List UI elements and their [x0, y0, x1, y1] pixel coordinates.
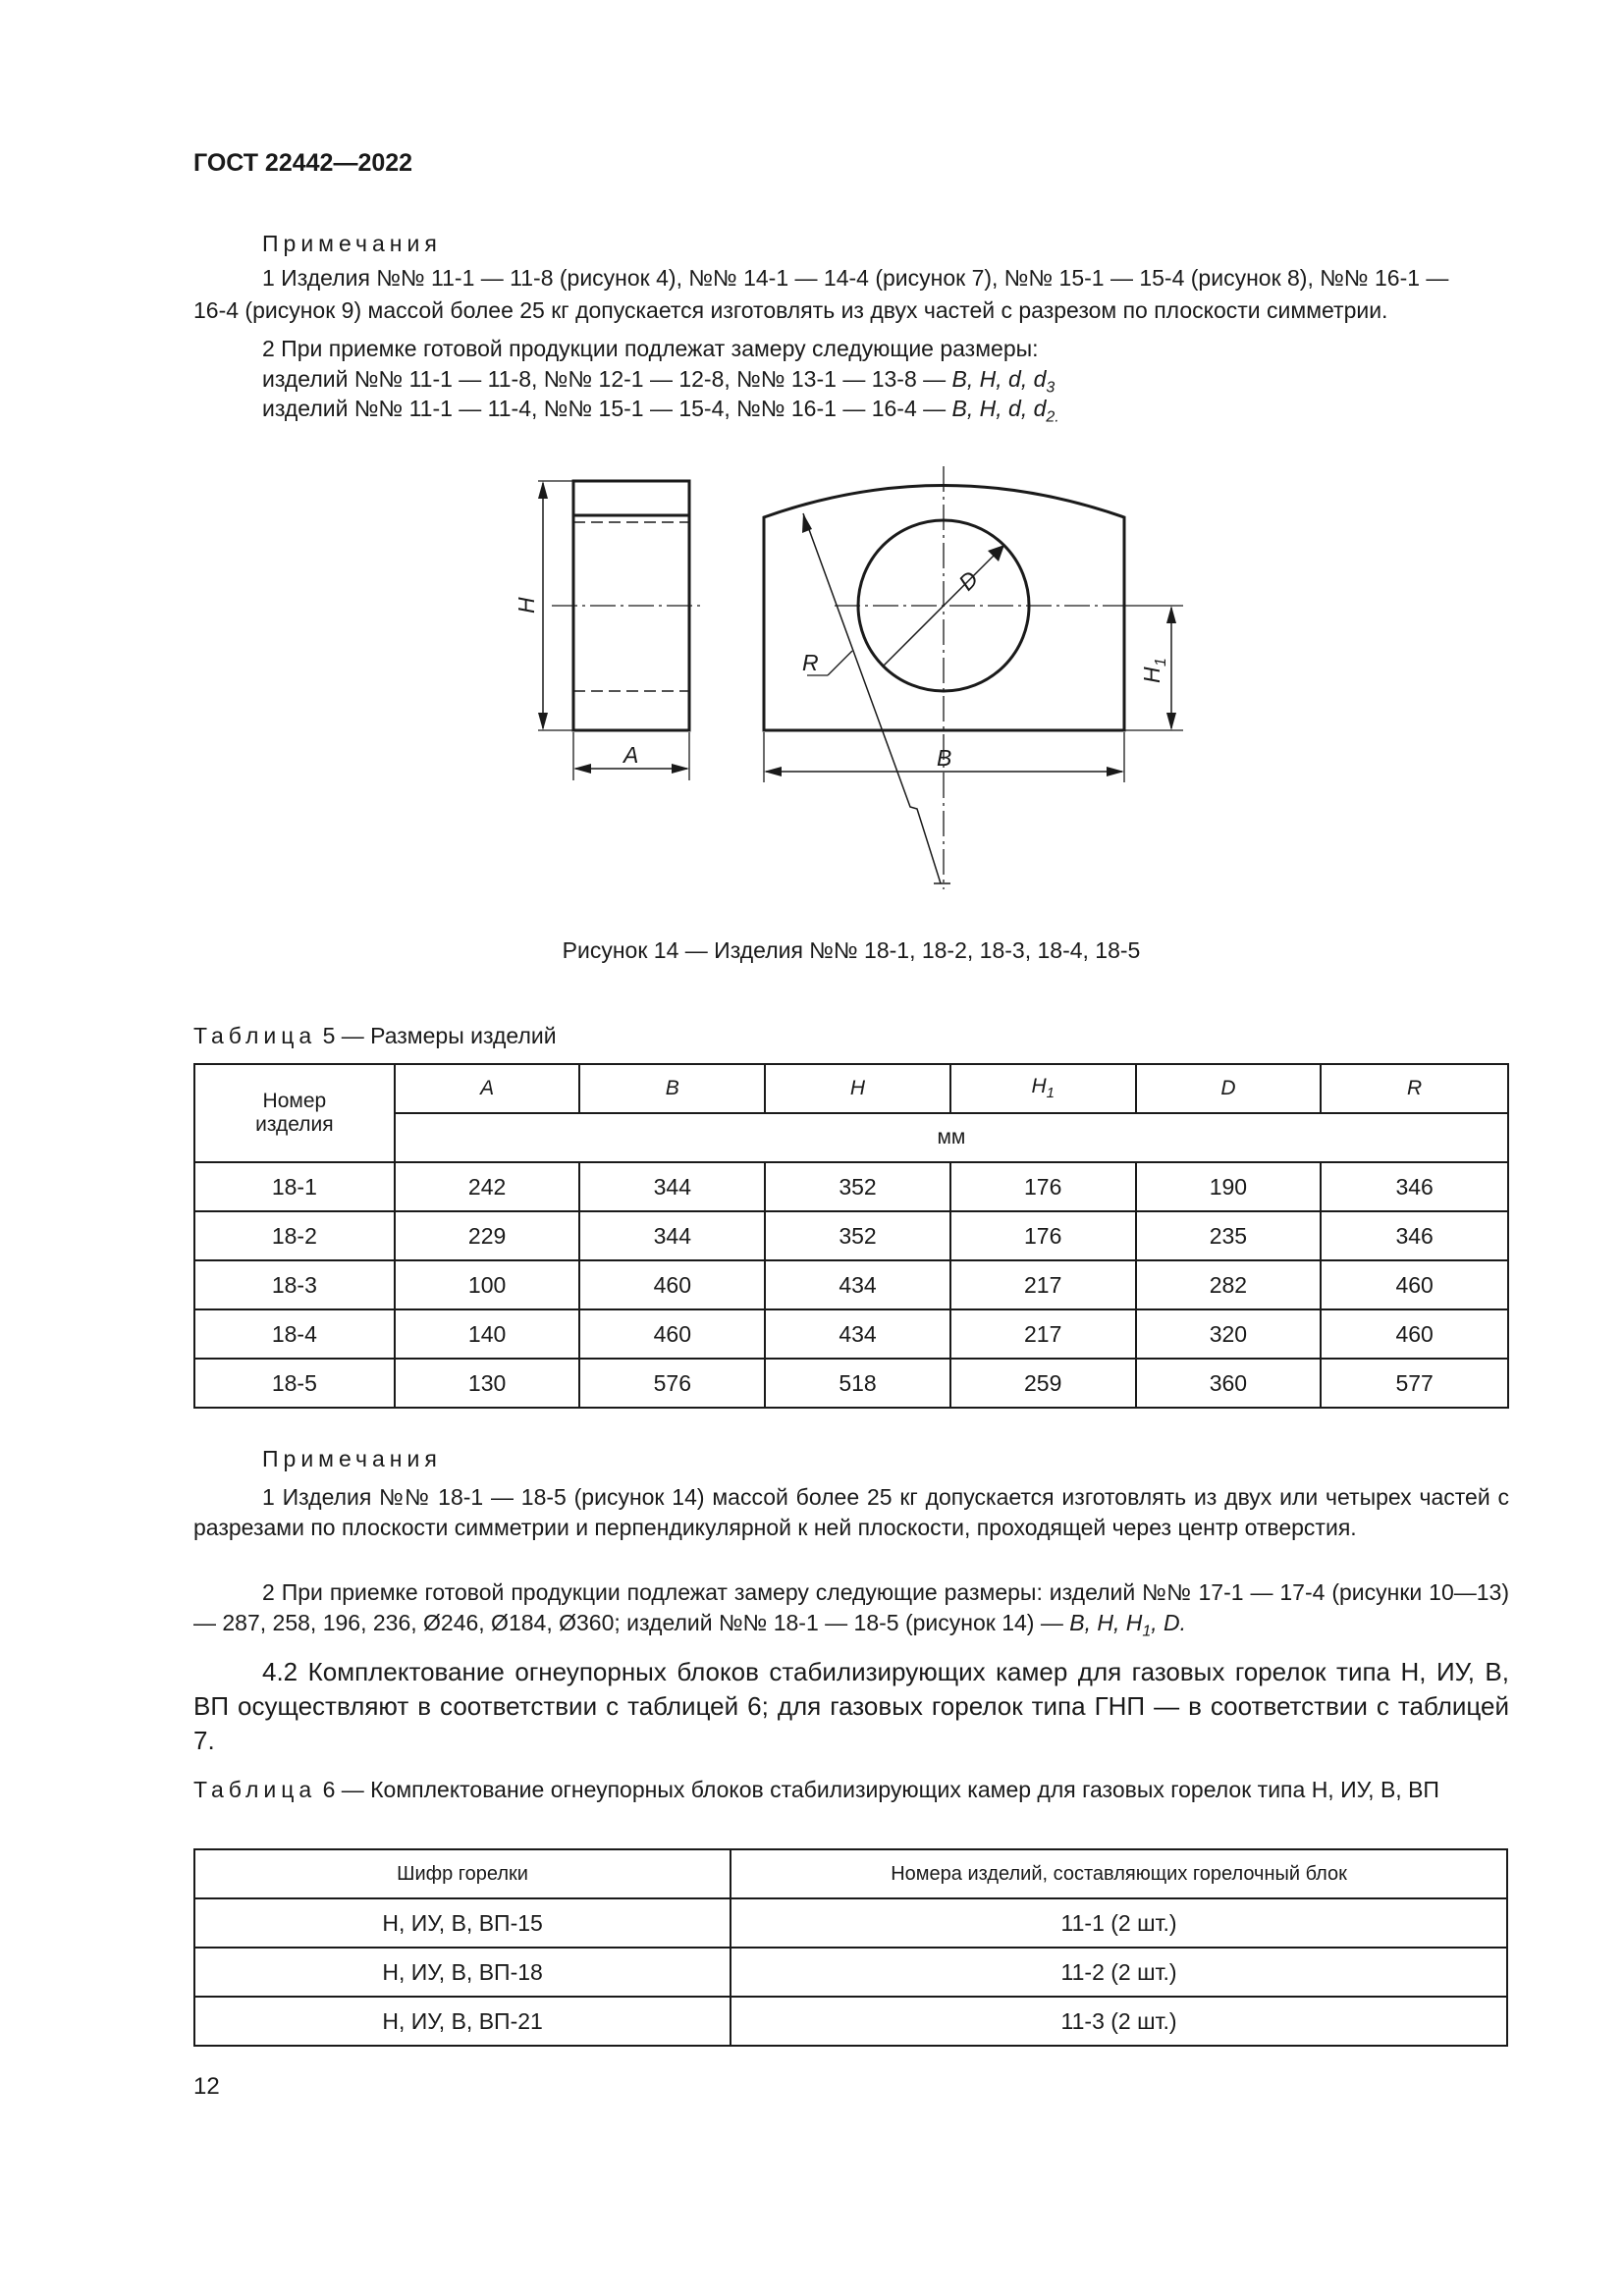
a-arrow-right	[672, 764, 689, 774]
r-arrow	[802, 513, 812, 533]
label-r: R	[802, 650, 819, 675]
table5-col-r: R	[1321, 1064, 1508, 1113]
table5	[193, 1063, 1509, 1409]
b-arrow-left	[764, 767, 782, 776]
table-row: 18-1 242 344 352 176 190 346	[194, 1162, 1508, 1211]
table6-col-items: Номера изделий, составляющих горелочный блок	[731, 1849, 1507, 1898]
notes2-heading: Примечания	[262, 1446, 442, 1471]
note2-line1: 2 При приемке готовой продукции подлежат замеру следующие размеры:	[262, 336, 1039, 361]
table5-title: Таблица 5 — Размеры изделий	[193, 1023, 557, 1048]
table6-col-burner: Шифр горелки	[194, 1849, 731, 1898]
table6	[193, 1848, 1508, 2047]
note2-line3: изделий №№ 11-1 — 11-4, №№ 15-1 — 15-4, №№ 16-1 — 16-4 — B, H, d, $d_{2.}$	[262, 396, 1059, 426]
table5-col-d: D	[1136, 1064, 1322, 1113]
note1-line2: 16-4 (рисунок 9) массой более 25 кг допускается изготовлять из двух частей с разрезом по плоскости симметрии.	[193, 297, 1388, 323]
section-4-2: 4.2 Комплектование огнеупорных блоков стабилизирующих камер для газовых горелок типа Н, ИУ, В, ВП осуществляют в соответствии с таблицей 6; для газовых горелок типа ГНП — в соответствии с таблицей 7.	[193, 1657, 1509, 1755]
note1-line1: 1 Изделия №№ 11-1 — 11-8 (рисунок 4), №№ 14-1 — 14-4 (рисунок 7), №№ 15-1 — 15-4 (рисунок 8), №№ 16-1 —	[262, 265, 1449, 291]
table5-col-b: B	[579, 1064, 765, 1113]
table5-unit: мм	[395, 1113, 1508, 1162]
label-h: H	[514, 597, 539, 614]
label-h1: H	[1139, 667, 1164, 683]
b-arrow-right	[1107, 767, 1124, 776]
notes2-note1: 1 Изделия №№ 18-1 — 18-5 (рисунок 14) массой более 25 кг допускается изготовлять из двух или четырех частей с разрезами по плоскости симметрии и перпендикулярной к ней плоскости, проходящей через центр отверстия.	[193, 1484, 1509, 1540]
figure-caption: Рисунок 14 — Изделия №№ 18-1, 18-2, 18-3, 18-4, 18-5	[562, 937, 1141, 963]
table6-title: Таблица 6 — Комплектование огнеупорных блоков стабилизирующих камер для газовых горелок типа Н, ИУ, В, ВП	[193, 1777, 1439, 1802]
page-number: 12	[193, 2073, 220, 2100]
h-arrow-bottom	[538, 713, 548, 730]
table-row: Н, ИУ, В, ВП-15 11-1 (2 шт.)	[194, 1898, 1507, 1948]
r-leader	[828, 651, 852, 675]
table5-col-h1: $H_1$	[950, 1064, 1136, 1113]
label-a: A	[623, 742, 639, 768]
h-arrow-top	[538, 481, 548, 499]
note2-line2: изделий №№ 11-1 — 11-8, №№ 12-1 — 12-8, №№ 13-1 — 13-8 — B, H, d, $d_3$	[262, 366, 1056, 397]
label-h1-sub: 1	[1153, 658, 1169, 667]
h1-arrow-bottom	[1166, 713, 1176, 730]
table5-header-row	[194, 1064, 1508, 1113]
table5-col-a: A	[395, 1064, 580, 1113]
figure-14-drawing	[0, 0, 1624, 942]
notes2-note2: 2 При приемке готовой продукции подлежат замеру следующие размеры: изделий №№ 17-1 — 17-4 (рисунки 10—13) — 287, 258, 196, 236, Ø246, Ø184, Ø360; изделий №№ 18-1 — 18-5 (рисунок 14) — B, H, $H_1$, D.	[193, 1579, 1509, 1640]
table-row: 18-5 130 576 518 259 360 577	[194, 1359, 1508, 1408]
table5-row-header: Номер изделия	[194, 1064, 395, 1162]
table-row: 18-2 229 344 352 176 235 346	[194, 1211, 1508, 1260]
table5-col-h: H	[765, 1064, 950, 1113]
table-row: 18-4 140 460 434 217 320 460	[194, 1309, 1508, 1359]
table-row: Н, ИУ, В, ВП-18 11-2 (2 шт.)	[194, 1948, 1507, 1997]
r-dimension-line	[803, 513, 941, 883]
notes-heading: Примечания	[262, 231, 442, 256]
h1-arrow-top	[1166, 606, 1176, 623]
label-b: B	[937, 745, 952, 771]
table-row: 18-3 100 460 434 217 282 460	[194, 1260, 1508, 1309]
document-header: ГОСТ 22442—2022	[193, 149, 413, 177]
a-arrow-left	[573, 764, 591, 774]
table6-header-row	[194, 1849, 1507, 1898]
table-row: Н, ИУ, В, ВП-21 11-3 (2 шт.)	[194, 1997, 1507, 2046]
label-d: D	[953, 565, 984, 596]
